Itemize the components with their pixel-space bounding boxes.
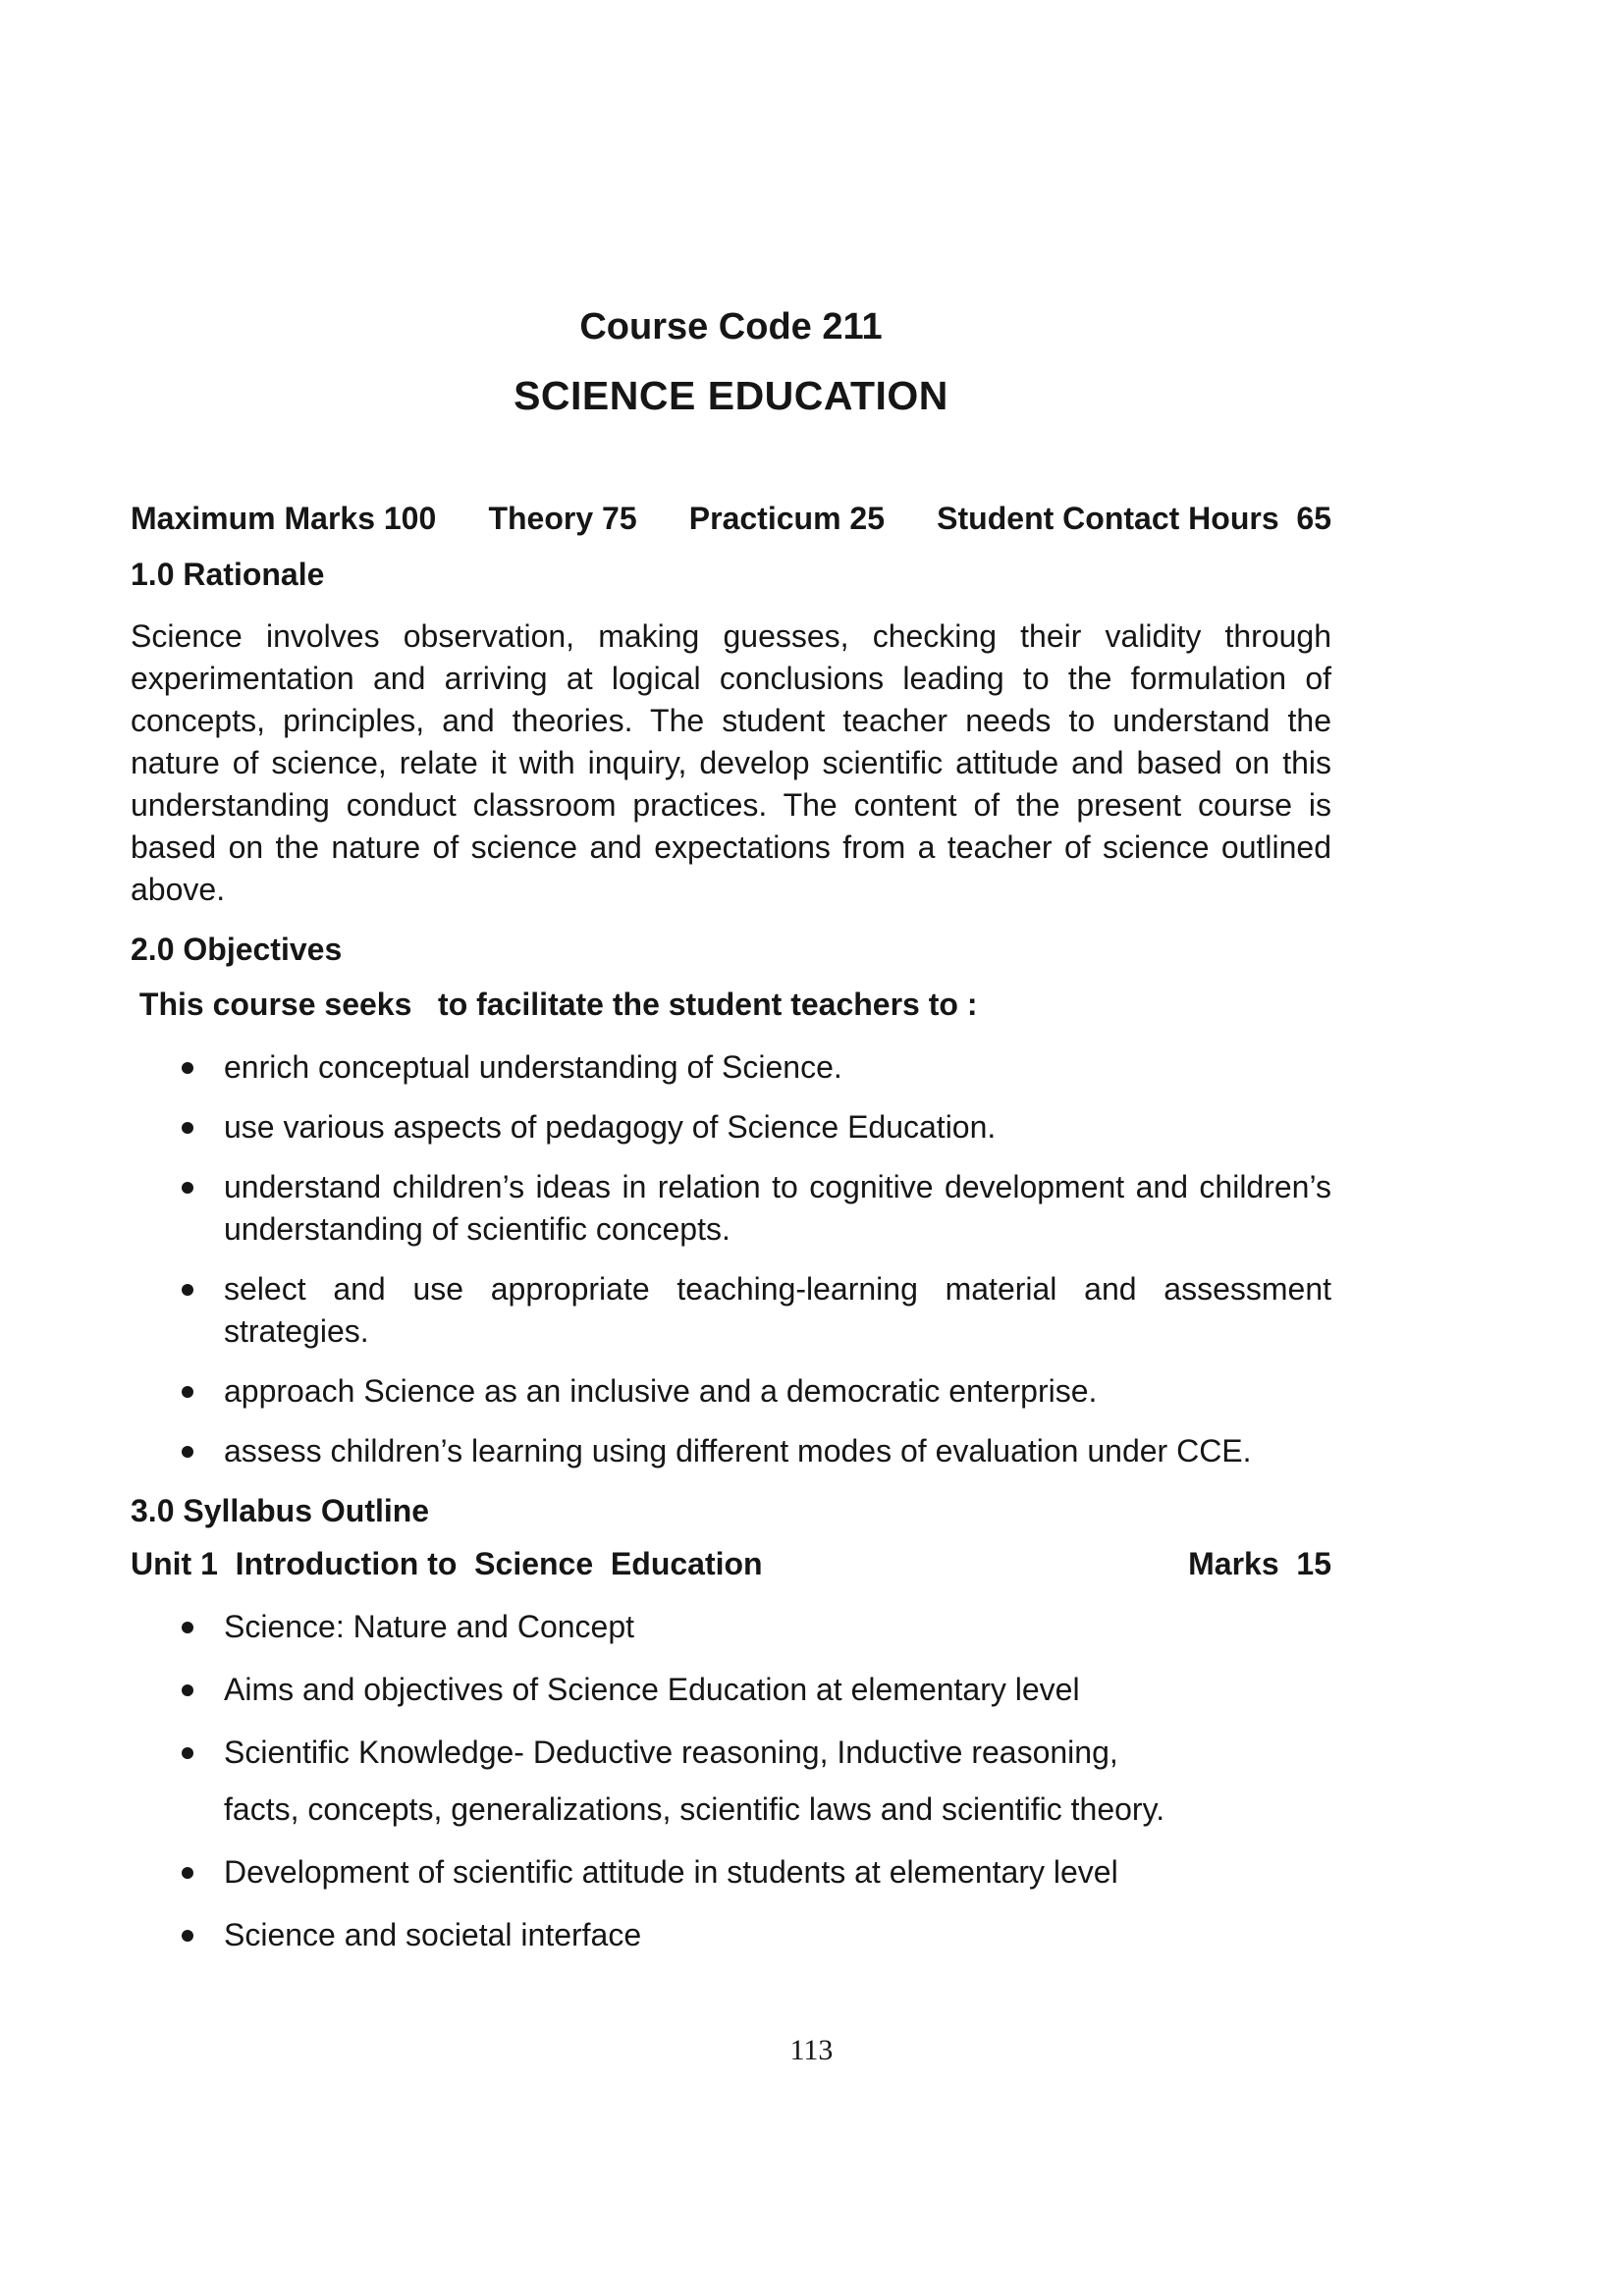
rationale-paragraph: Science involves observation, making guesses, checking their validity through experimentation and arriving at logical conclusions leading to the formulation of concepts, principles, and theories. The student teacher needs to understand the nature of science, relate it with inquiry, develop scientific attitude and based on this understanding conduct classroom practices. The content of the present course is based on the nature of science and expectations from a teacher of science outlined above. [131,618,1331,907]
objectives-heading: 2.0 Objectives [131,932,343,967]
syllabus-outline-heading: 3.0 Syllabus Outline [131,1493,430,1528]
unit1-topic-item [131,1914,1331,1956]
unit1-topic-list [131,1606,1331,1956]
objective-text: use various aspects of pedagogy of Science Education. [224,1109,997,1145]
objective-item [131,1268,1331,1353]
contact-hours-label: Student Contact Hours 65 [937,501,1331,536]
rationale-heading: 1.0 Rationale [131,557,325,592]
unit1-topic-text: Aims and objectives of Science Education at elementary level [224,1672,1080,1707]
unit1-topic-text-continued: facts, concepts, generalizations, scientific laws and scientific theory. [224,1791,1165,1827]
unit1-topic-text: Development of scientific attitude in students at elementary level [224,1854,1118,1890]
document-content [131,0,1331,1977]
objective-item [131,1370,1331,1413]
maximum-marks-label: Maximum Marks 100 [131,501,437,536]
course-code-title: Course Code 211 [579,306,883,347]
objective-text: select and use appropriate teaching-learning material and assessment strategies. [224,1271,1331,1349]
unit1-topic-item [131,1732,1331,1831]
objective-text: enrich conceptual understanding of Science. [224,1049,842,1085]
objective-text: understand children’s ideas in relation to cognitive development and children’s understanding of scientific concepts. [224,1169,1331,1247]
objective-text: assess children’s learning using different modes of evaluation under CCE. [224,1433,1252,1468]
unit1-topic-item [131,1669,1331,1711]
unit1-topic-item [131,1606,1331,1648]
unit1-topic-item [131,1851,1331,1894]
unit1-topic-text: Science and societal interface [224,1917,642,1952]
objective-item [131,1106,1331,1148]
unit1-header-row [131,1543,1331,1585]
page-number: 113 [789,2034,834,2066]
marks-summary-row [131,498,1331,540]
objective-item [131,1166,1331,1251]
theory-marks-label: Theory 75 [488,501,637,536]
objective-item [131,1430,1331,1472]
course-name-title: SCIENCE EDUCATION [514,373,948,418]
objective-text: approach Science as an inclusive and a democratic enterprise. [224,1373,1098,1409]
objective-item [131,1046,1331,1089]
practicum-marks-label: Practicum 25 [688,501,885,536]
unit1-title: Unit 1 Introduction to Science Education [131,1546,763,1581]
unit1-topic-text: Science: Nature and Concept [224,1609,635,1644]
unit1-topic-text: Scientific Knowledge- Deductive reasoning, Inductive reasoning, [224,1735,1118,1770]
unit1-marks: Marks 15 [1188,1546,1331,1581]
objectives-list [131,1046,1331,1472]
objectives-intro-line: This course seeks to facilitate the student teachers to : [131,987,978,1022]
